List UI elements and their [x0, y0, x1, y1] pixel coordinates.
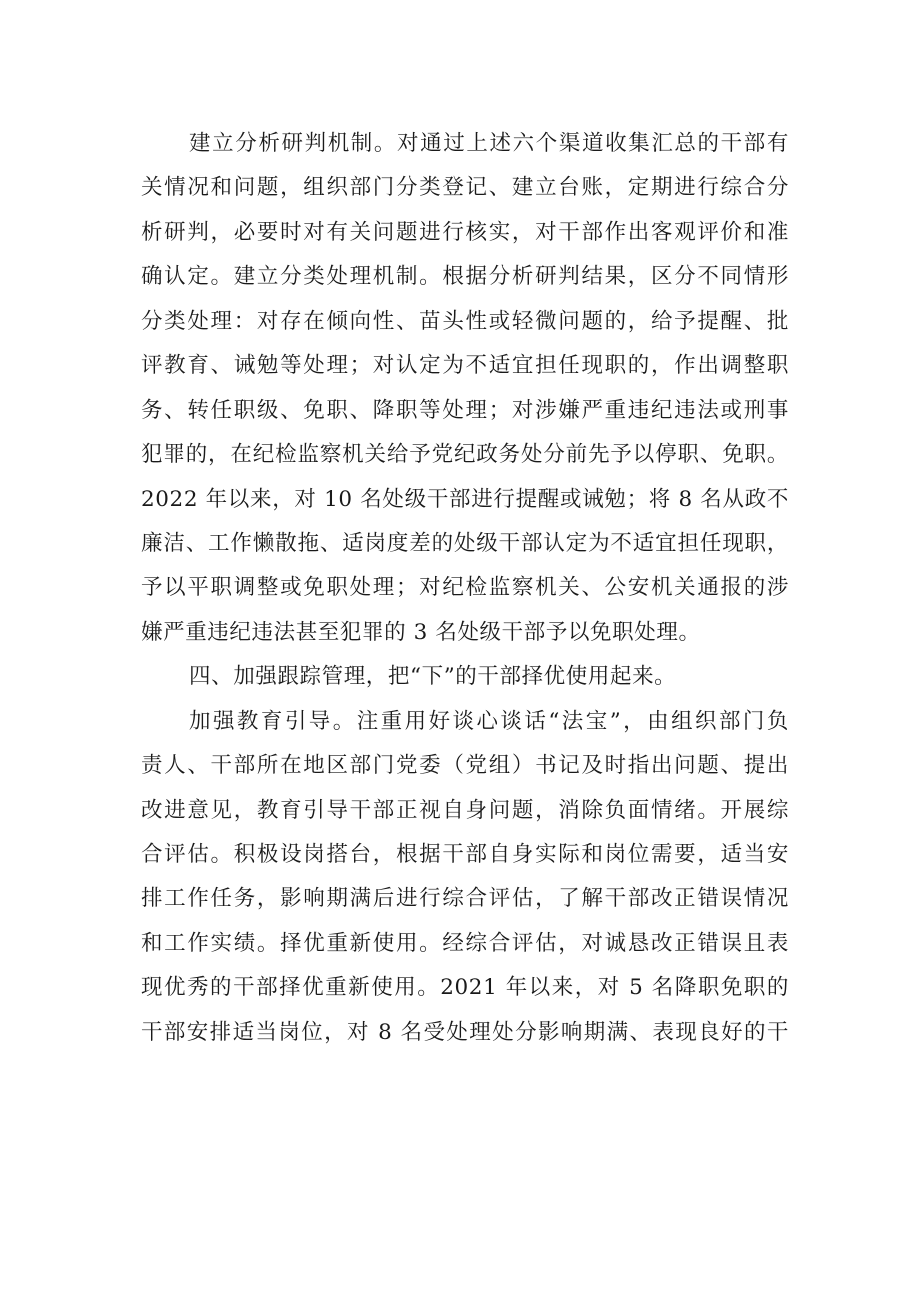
text-line: 四、加强跟踪管理，把“下”的干部择优使用起来。: [189, 664, 677, 690]
text-line: 犯罪的，在纪检监察机关给予党纪政务处分前先予以停职、免职。: [141, 442, 789, 468]
text-line: 2022 年以来，对 10 名处级干部进行提醒或诫勉；将 8 名从政不: [141, 486, 789, 512]
text-line: 改进意见，教育引导干部正视自身问题，消除负面情绪。开展综: [141, 797, 789, 823]
text-line: 廉洁、工作懒散拖、适岗度差的处级干部认定为不适宜担任现职，: [141, 530, 789, 556]
text-line: 干部安排适当岗位，对 8 名受处理处分影响期满、表现良好的干: [141, 1019, 789, 1045]
text-line: 评教育、诫勉等处理；对认定为不适宜担任现职的，作出调整职: [141, 353, 789, 379]
text-line: 关情况和问题，组织部门分类登记、建立台账，定期进行综合分: [141, 175, 789, 201]
text-line: 予以平职调整或免职处理；对纪检监察机关、公安机关通报的涉: [141, 575, 789, 601]
text-line: 排工作任务，影响期满后进行综合评估，了解干部改正错误情况: [141, 886, 789, 912]
text-line: 和工作实绩。择优重新使用。经综合评估，对诚恳改正错误且表: [141, 930, 789, 956]
text-line: 合评估。积极设岗搭台，根据干部自身实际和岗位需要，适当安: [141, 842, 789, 867]
text-line: 建立分析研判机制。对通过上述六个渠道收集汇总的干部有: [189, 131, 789, 156]
text-line: 析研判，必要时对有关问题进行核实，对干部作出客观评价和准: [141, 219, 789, 245]
text-line: 确认定。建立分类处理机制。根据分析研判结果，区分不同情形: [141, 264, 789, 290]
text-line: 嫌严重违纪违法甚至犯罪的 3 名处级干部予以免职处理。: [141, 619, 701, 645]
text-line: 分类处理：对存在倾向性、苗头性或轻微问题的，给予提醒、批: [141, 308, 789, 334]
text-line: 务、转任职级、免职、降职等处理；对涉嫌严重违纪违法或刑事: [141, 397, 789, 423]
text-line: 责人、干部所在地区部门党委（党组）书记及时指出问题、提出: [141, 753, 789, 779]
document-body: [141, 122, 789, 1055]
text-line: 现优秀的干部择优重新使用。2021 年以来，对 5 名降职免职的: [141, 975, 789, 1001]
text-line: 加强教育引导。注重用好谈心谈话“法宝”，由组织部门负: [189, 708, 789, 734]
